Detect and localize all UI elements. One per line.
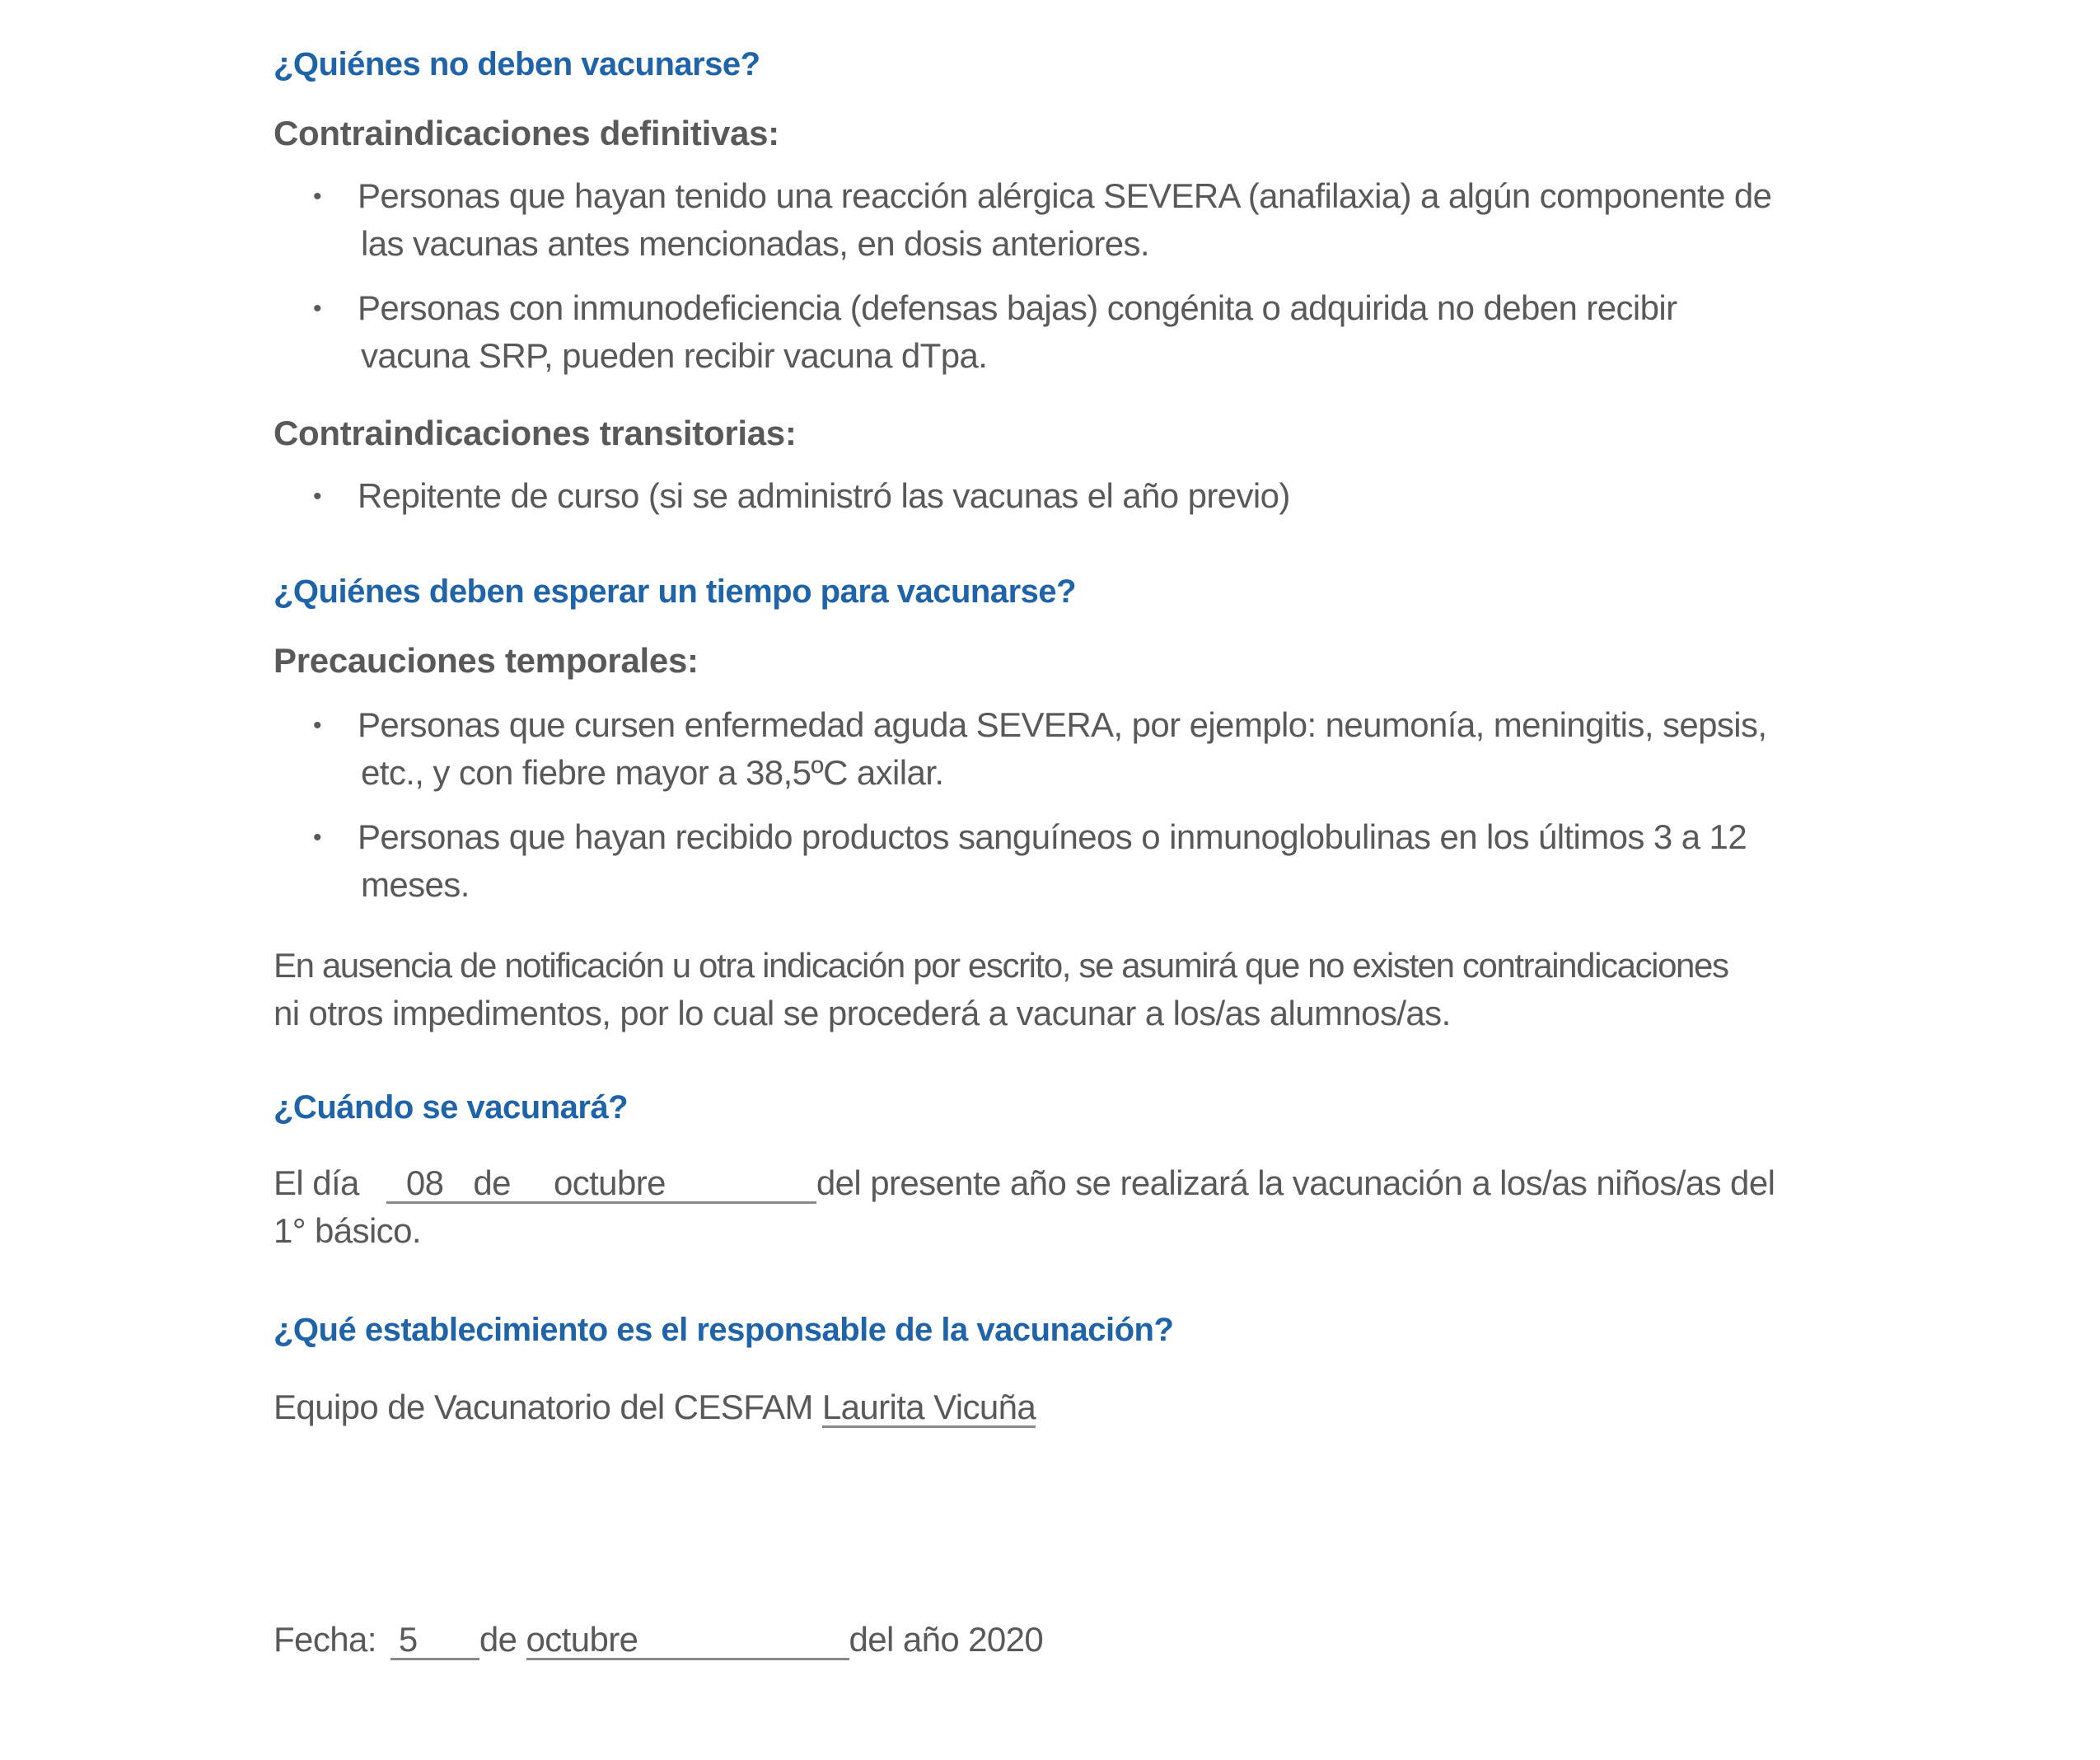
grade-line: 1° básico.: [274, 1211, 421, 1250]
date-day-field: [391, 1622, 479, 1660]
precaution-item-line1: Personas que hayan recibido productos sanguíneos o inmunoglobulinas en los últimos 3 a 12: [358, 817, 1747, 856]
date-month-field: [526, 1622, 849, 1660]
question-who-should-wait: ¿Quiénes deben esperar un tiempo para vacunarse?: [274, 573, 1077, 610]
vaccination-date-sentence: [274, 1163, 1775, 1204]
bullet-icon: •: [313, 824, 322, 851]
establishment-sentence: [274, 1388, 1036, 1428]
precaution-item-line2: etc., y con fiebre mayor a 38,5ºC axilar.: [361, 753, 944, 792]
establishment-prefix: Equipo de Vacunatorio del CESFAM: [274, 1388, 813, 1426]
bullet-icon: •: [313, 483, 322, 510]
definitive-item-line1: Personas que hayan tenido una reacción alérgica SEVERA (anafilaxia) a algún componente de: [358, 176, 1772, 215]
bullet-icon: •: [313, 295, 322, 322]
establishment-name: Laurita Vicuña: [822, 1389, 1036, 1428]
transitory-item-line1: Repitente de curso (si se administró las vacunas el año previo): [358, 476, 1290, 515]
vaccination-de: de: [473, 1163, 511, 1202]
date-label: Fecha:: [274, 1620, 377, 1659]
definitive-item-line2: vacuna SRP, pueden recibir vacuna dTpa.: [361, 336, 988, 375]
definitive-item-line1: Personas con inmunodeficiencia (defensas bajas) congénita o adquirida no deben recibir: [358, 288, 1677, 327]
question-who-should-not-vaccinate: ¿Quiénes no deben vacunarse?: [274, 46, 760, 82]
precaution-item-line2: meses.: [361, 865, 470, 904]
temporary-precautions-title: Precauciones temporales:: [274, 641, 699, 680]
date-suffix: del presente año se realizará la vacunación a los/as niños/as del: [816, 1163, 1775, 1202]
definitive-item-line2: las vacunas antes mencionadas, en dosis anteriores.: [361, 224, 1149, 263]
date-prefix: El día: [274, 1163, 359, 1202]
vaccination-month: octubre: [553, 1163, 666, 1202]
vaccination-date-field: [386, 1165, 816, 1204]
notice-line1: En ausencia de notificación u otra indicación por escrito, se asumirá que no existen contraindicaciones: [274, 946, 1728, 985]
bullet-icon: •: [313, 183, 322, 210]
question-when-vaccinate: ¿Cuándo se vacunará?: [274, 1089, 629, 1126]
date-de: de: [479, 1620, 517, 1659]
date-day: 5: [398, 1620, 418, 1659]
transitory-contraindications-title: Contraindicaciones transitorias:: [274, 414, 797, 452]
vaccination-day: 08: [405, 1163, 444, 1202]
bullet-icon: •: [313, 712, 322, 739]
question-responsible-establishment: ¿Qué establecimiento es el responsable de la vacunación?: [274, 1312, 1174, 1348]
precaution-item-line1: Personas que cursen enfermedad aguda SEVERA, por ejemplo: neumonía, meningitis, sepsis,: [358, 705, 1767, 744]
definitive-contraindications-title: Contraindicaciones definitivas:: [274, 114, 779, 152]
date-month: octubre: [526, 1620, 638, 1659]
date-year-suffix: del año 2020: [849, 1620, 1044, 1659]
signature-date-line: [274, 1620, 1043, 1660]
notice-line2: ni otros impedimentos, por lo cual se procederá a vacunar a los/as alumnos/as.: [274, 994, 1451, 1032]
